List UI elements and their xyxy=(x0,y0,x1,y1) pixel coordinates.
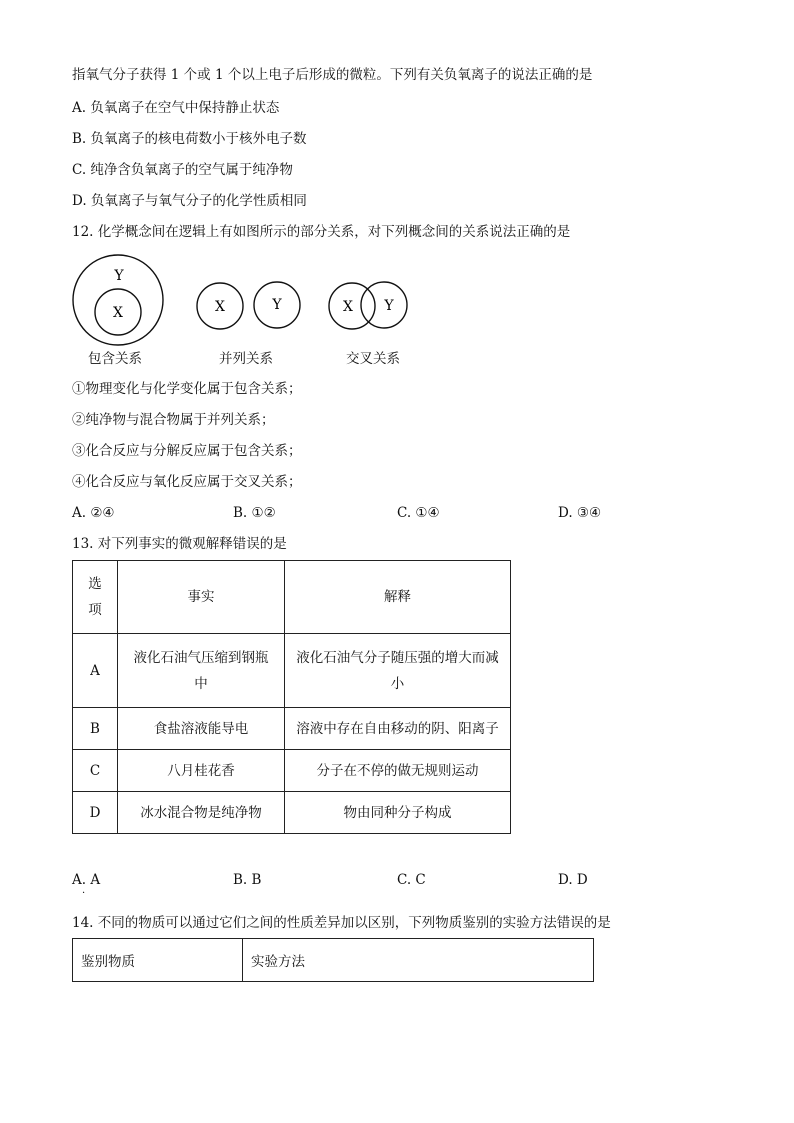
question-12-option-c: C. ①④ xyxy=(397,505,440,521)
cross-caption: 交叉关系 xyxy=(346,351,400,367)
header-option-line-2: 项 xyxy=(88,602,102,618)
question-13-option-a: A. A xyxy=(72,872,101,888)
concept-relation-diagram xyxy=(68,254,428,350)
question-12-statement-1: ①物理变化与化学变化属于包含关系； xyxy=(72,381,302,397)
small-dot-mark: · xyxy=(82,888,86,899)
parallel-diagram xyxy=(197,282,300,329)
question-13-option-b: B. B xyxy=(233,872,262,888)
inclusion-label-y: Y xyxy=(114,268,124,284)
parallel-label-y: Y xyxy=(272,297,282,313)
header-option-line-1: 选 xyxy=(88,576,102,592)
row-fact-line-2: 中 xyxy=(194,675,208,692)
question-11-option-c: C. 纯净含负氧离子的空气属于纯净物 xyxy=(72,162,293,178)
question-12-option-a: A. ②④ xyxy=(72,505,115,521)
row-explanation-line-2: 小 xyxy=(390,675,405,692)
row-explanation: 分子在不停的做无规则运动 xyxy=(285,750,511,792)
header-explanation: 解释 xyxy=(285,561,511,634)
inclusion-label-x: X xyxy=(113,305,123,321)
table-row xyxy=(73,708,511,750)
cross-label-y: Y xyxy=(384,298,394,314)
question-12-statement-4: ④化合反应与氧化反应属于交叉关系； xyxy=(72,474,302,490)
row-option: A xyxy=(73,634,118,708)
row-fact-line-1: 液化石油气压缩到钢瓶 xyxy=(133,649,269,666)
table-header-row xyxy=(73,561,511,634)
row-fact: 冰水混合物是纯净物 xyxy=(118,792,285,834)
question-13-stem: 13. 对下列事实的微观解释错误的是 xyxy=(72,536,287,552)
question-12-statement-3: ③化合反应与分解反应属于包含关系； xyxy=(72,443,302,459)
inclusion-caption: 包含关系 xyxy=(88,351,142,367)
question-12-option-d: D. ③④ xyxy=(558,505,602,521)
header-method: 实验方法 xyxy=(243,939,594,982)
row-explanation-line-1: 液化石油气分子随压强的增大而减 xyxy=(296,649,499,666)
question-11-stem: 指氧气分子获得 1 个或 1 个以上电子后形成的微粒。下列有关负氧离子的说法正确的是 xyxy=(72,67,593,83)
row-fact xyxy=(118,634,285,708)
table-header-row xyxy=(73,939,594,982)
cross-label-x: X xyxy=(343,299,353,315)
inclusion-diagram xyxy=(73,255,163,345)
question-13-option-c: C. C xyxy=(397,872,426,888)
parallel-caption: 并列关系 xyxy=(219,351,273,367)
row-explanation: 溶液中存在自由移动的阴、阳离子 xyxy=(285,708,511,750)
row-explanation xyxy=(285,634,511,708)
row-fact: 食盐溶液能导电 xyxy=(118,708,285,750)
row-option: C xyxy=(73,750,118,792)
question-13-option-d: D. D xyxy=(558,872,588,888)
question-12-statement-2: ②纯净物与混合物属于并列关系； xyxy=(72,412,275,428)
table-row xyxy=(73,634,511,708)
question-12-option-b: B. ①② xyxy=(233,505,276,521)
cross-diagram xyxy=(329,282,407,329)
question-14-stem: 14. 不同的物质可以通过它们之间的性质差异加以区别，下列物质鉴别的实验方法错误的是 xyxy=(72,915,611,931)
question-14-table xyxy=(72,938,594,982)
table-row xyxy=(73,792,511,834)
question-13-options xyxy=(72,870,672,890)
question-11-option-d: D. 负氧离子与氧气分子的化学性质相同 xyxy=(72,193,307,209)
header-fact: 事实 xyxy=(118,561,285,634)
table-row xyxy=(73,750,511,792)
question-13-table xyxy=(72,560,511,834)
row-option: B xyxy=(73,708,118,750)
question-11-option-a: A. 负氧离子在空气中保持静止状态 xyxy=(72,100,280,116)
header-substance: 鉴别物质 xyxy=(73,939,243,982)
parallel-label-x: X xyxy=(215,299,225,315)
header-option xyxy=(73,561,118,634)
row-explanation: 物由同种分子构成 xyxy=(285,792,511,834)
question-12-options xyxy=(72,503,672,523)
question-12-stem: 12. 化学概念间在逻辑上有如图所示的部分关系，对下列概念间的关系说法正确的是 xyxy=(72,224,571,240)
question-11-option-b: B. 负氧离子的核电荷数小于核外电子数 xyxy=(72,131,307,147)
row-option: D xyxy=(73,792,118,834)
row-fact: 八月桂花香 xyxy=(118,750,285,792)
